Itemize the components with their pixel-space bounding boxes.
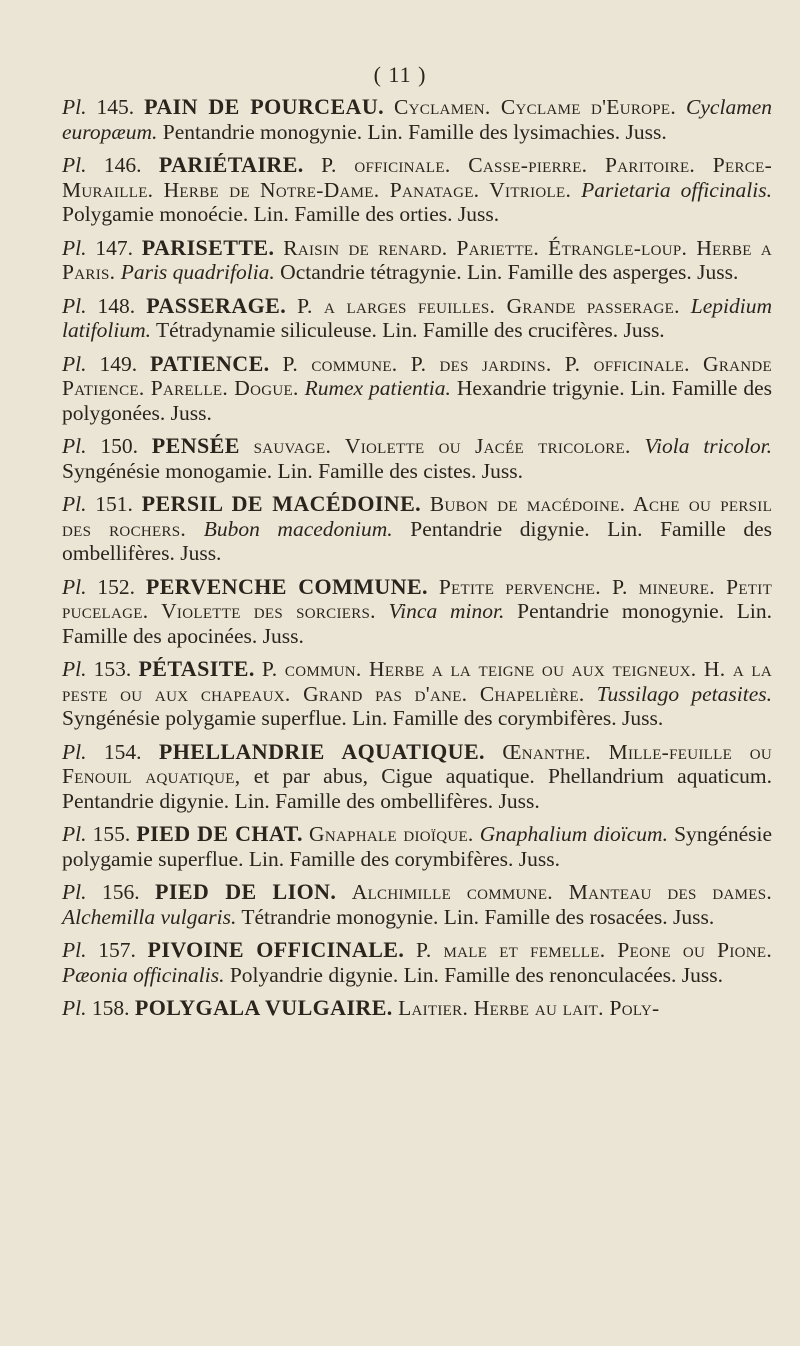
classification: Tétradynamie siliculeuse. Lin. Famille des crucifères. Juss. bbox=[156, 318, 665, 342]
classification: Pentandrie monogynie. Lin. Famille des apocinées. Juss. bbox=[62, 599, 772, 648]
synonyms: P. officinale. Casse-pierre. Paritoire. Perce-Muraille. Herbe de Notre-Dame. Panatage. Vitriole. bbox=[62, 153, 773, 202]
plate-abbrev: Pl. bbox=[62, 822, 87, 846]
classification: Tétrandrie monogynie. Lin. Famille des rosacées. Juss. bbox=[241, 904, 715, 929]
plate-abbrev: Pl. bbox=[62, 574, 87, 599]
plant-name: PARIÉTAIRE. bbox=[158, 152, 304, 177]
plant-name: PAIN DE POURCEAU. bbox=[144, 94, 385, 119]
latin-name: Alchemilla vulgaris. bbox=[62, 904, 237, 929]
plant-entry bbox=[62, 996, 772, 1021]
plate-abbrev: Pl. bbox=[62, 293, 87, 318]
plant-entry bbox=[62, 294, 772, 343]
synonyms: P. commun. Herbe a la teigne ou aux teigneux. H. a la peste ou aux chapeaux. Grand pas d'ane. Chapelière. bbox=[62, 657, 773, 706]
plate-number: 148. bbox=[97, 293, 136, 318]
plant-entry bbox=[62, 822, 772, 871]
latin-name: Paris quadrifolia. bbox=[120, 260, 275, 284]
plant-name: PIED DE CHAT. bbox=[136, 821, 303, 846]
latin-name: Parietaria officinalis. bbox=[581, 177, 772, 202]
plate-number: 149. bbox=[99, 351, 138, 376]
plate-number: 154. bbox=[103, 739, 142, 764]
plate-number: 152. bbox=[97, 574, 135, 599]
plate-abbrev: Pl. bbox=[62, 657, 87, 681]
plant-name: PIVOINE OFFICINALE. bbox=[147, 937, 405, 962]
plate-abbrev: Pl. bbox=[62, 95, 87, 119]
synonyms: sauvage. Violette ou Jacée tricolore. bbox=[253, 434, 631, 458]
plate-abbrev: Pl. bbox=[62, 938, 87, 962]
plant-name: PÉTASITE. bbox=[138, 656, 255, 681]
plant-name: POLYGALA VULGAIRE. bbox=[134, 995, 393, 1020]
latin-name: Gnaphalium dioïcum. bbox=[479, 822, 668, 846]
plate-abbrev: Pl. bbox=[62, 996, 87, 1020]
classification: et par abus, Cigue aquatique. Phellandrium aquaticum. Pentandrie digynie. Lin. Famille des ombellifères. Juss. bbox=[62, 764, 772, 813]
plate-number: 146. bbox=[103, 153, 142, 177]
classification: Syngénésie polygamie superflue. Lin. Famille des corymbifères. Juss. bbox=[62, 822, 773, 871]
plate-number: 155. bbox=[92, 822, 131, 846]
plate-abbrev: Pl. bbox=[62, 880, 87, 904]
classification: Syngénésie polygamie superflue. Lin. Famille des corymbifères. Juss. bbox=[62, 706, 664, 730]
classification: Hexandrie trigynie. Lin. Famille des polygonées. Juss. bbox=[62, 376, 773, 425]
synonyms: P. male et femelle. Peone ou Pione. bbox=[415, 938, 773, 962]
classification: Octandrie tétragynie. Lin. Famille des asperges. Juss. bbox=[280, 260, 739, 284]
plant-name: PENSÉE bbox=[151, 433, 240, 458]
plate-number: 145. bbox=[96, 95, 135, 119]
classification: Polyandrie digynie. Lin. Famille des renonculacées. Juss. bbox=[229, 962, 724, 987]
plant-entry bbox=[62, 153, 772, 227]
latin-name: Viola tricolor. bbox=[644, 434, 773, 458]
plate-number: 158. bbox=[91, 996, 130, 1020]
page-number: ( 11 ) bbox=[373, 62, 427, 87]
plate-abbrev: Pl. bbox=[62, 739, 87, 764]
plate-number: 150. bbox=[100, 434, 138, 458]
plate-number: 157. bbox=[98, 938, 136, 962]
plant-entry bbox=[62, 575, 772, 649]
plant-entry bbox=[62, 492, 772, 566]
classification: Pentandrie digynie. Lin. Famille des ombellifères. Juss. bbox=[62, 516, 773, 565]
plate-number: 153. bbox=[93, 657, 132, 681]
plate-abbrev: Pl. bbox=[62, 153, 87, 177]
entry-list bbox=[62, 95, 772, 1030]
classification: Syngénésie monogamie. Lin. Famille des cistes. Juss. bbox=[62, 458, 524, 483]
plant-name: PATIENCE. bbox=[150, 350, 270, 376]
plant-entry bbox=[62, 434, 772, 483]
synonyms: Œnanthe. Mille-feuille ou Fenouil aquatique, bbox=[62, 739, 773, 788]
plate-abbrev: Pl. bbox=[62, 434, 87, 458]
plate-number: 151. bbox=[95, 492, 133, 516]
latin-name: Rumex patientia. bbox=[304, 376, 451, 400]
plate-abbrev: Pl. bbox=[62, 351, 87, 376]
latin-name: Tussilago petasites. bbox=[596, 681, 772, 706]
synonyms: Raisin de renard. Pariette. Étrangle-loup. Herbe a Paris. bbox=[62, 235, 772, 284]
latin-name: Cyclamen europæum. bbox=[62, 95, 773, 144]
plant-name: PARISETTE. bbox=[141, 234, 275, 260]
plant-entry bbox=[62, 880, 772, 929]
synonyms: Laitier. Herbe au lait. Poly- bbox=[398, 996, 660, 1020]
synonyms: P. a larges feuilles. Grande passerage. bbox=[297, 293, 680, 318]
plant-entry bbox=[62, 95, 772, 144]
synonyms: Alchimille commune. Manteau des dames. bbox=[351, 880, 773, 904]
latin-name: Bubon macedonium. bbox=[203, 516, 393, 541]
plant-name: PIED DE LION. bbox=[155, 879, 337, 904]
synonyms: Petite pervenche. P. mineure. Petit pucelage. Violette des sorciers. bbox=[62, 574, 773, 623]
plant-name: PASSERAGE. bbox=[146, 292, 287, 318]
synonyms: Bubon de macédoine. Ache ou persil des rochers. bbox=[62, 492, 773, 541]
plate-number: 156. bbox=[101, 880, 140, 904]
plant-entry bbox=[62, 236, 772, 285]
plate-abbrev: Pl. bbox=[62, 235, 87, 260]
plant-name: PHELLANDRIE AQUATIQUE. bbox=[158, 738, 485, 764]
classification: Pentandrie monogynie. Lin. Famille des lysimachies. Juss. bbox=[162, 119, 667, 144]
plant-entry bbox=[62, 657, 772, 731]
latin-name: Vinca minor. bbox=[388, 599, 505, 623]
plate-number: 147. bbox=[95, 235, 133, 260]
plant-name: PERVENCHE COMMUNE. bbox=[145, 573, 428, 599]
plant-entry bbox=[62, 352, 772, 426]
classification: Polygamie monoécie. Lin. Famille des orties. Juss. bbox=[62, 202, 500, 226]
latin-name: Lepidium latifolium. bbox=[62, 293, 773, 342]
plate-abbrev: Pl. bbox=[62, 492, 87, 516]
synonyms: P. commune. P. des jardins. P. officinale. Grande Patience. Parelle. Dogue. bbox=[62, 351, 773, 400]
synonyms: Cyclamen. Cyclame d'Europe. bbox=[394, 95, 677, 119]
plant-name: PERSIL DE MACÉDOINE. bbox=[141, 491, 422, 516]
latin-name: Pæonia officinalis. bbox=[62, 962, 225, 987]
synonyms: Gnaphale dioïque. bbox=[309, 822, 474, 846]
plant-entry bbox=[62, 938, 772, 987]
plant-entry bbox=[62, 740, 772, 814]
